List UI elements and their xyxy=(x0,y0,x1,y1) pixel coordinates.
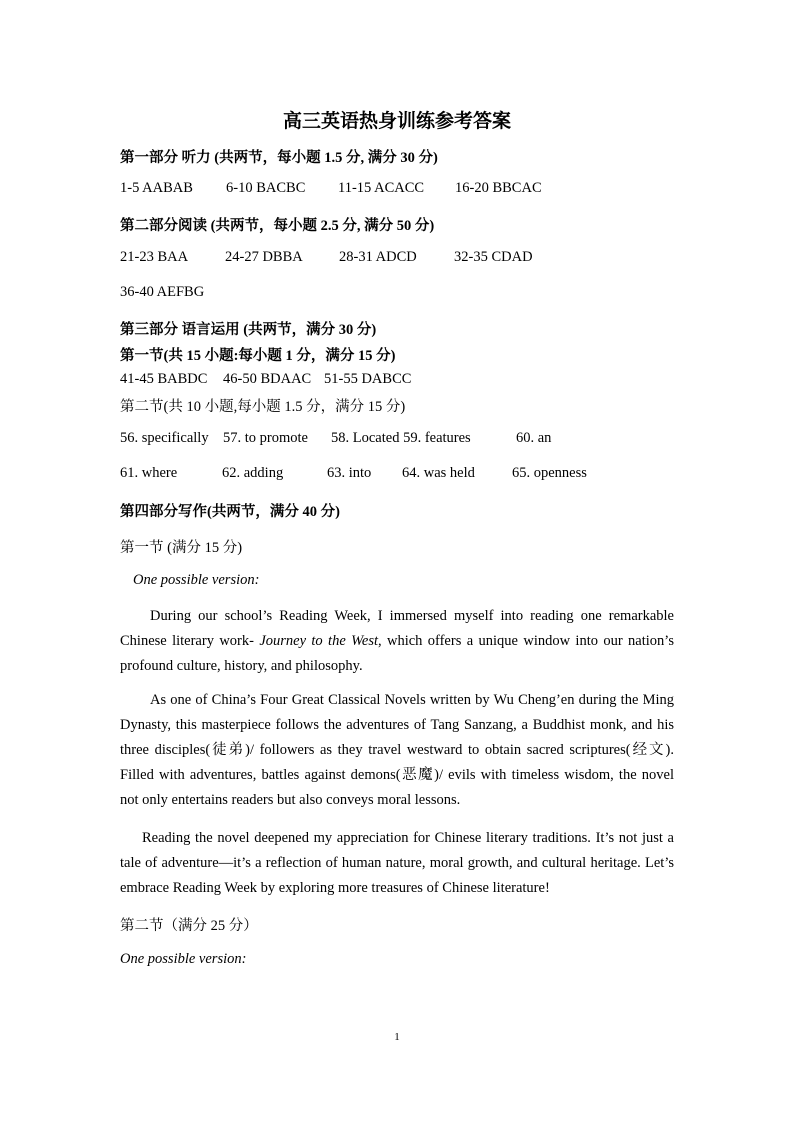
answer-group: 28-31 ADCD xyxy=(339,249,417,265)
part1-heading: 第一部分 听力 (共两节，每小题 1.5 分, 满分 30 分) xyxy=(120,150,438,166)
answer-group: 51-55 DABCC xyxy=(324,371,412,387)
part4-section1-heading: 第一节 (满分 15 分) xyxy=(120,540,243,556)
answer-group: 24-27 DBBA xyxy=(225,249,303,265)
fill-answer: 61. where xyxy=(120,465,178,481)
answer-group: 32-35 CDAD xyxy=(454,249,533,265)
part4-heading: 第四部分写作(共两节，满分 40 分) xyxy=(120,504,340,520)
answer-group: 36-40 AEFBG xyxy=(120,284,205,300)
fill-answer: 56. specifically xyxy=(120,430,209,446)
page-title: 高三英语热身训练参考答案 xyxy=(282,111,511,132)
essay-paragraph-3: Reading the novel deepened my appreciation for Chinese literary traditions. It’s not just a tale of adventure—it’s a reflection of human nature, moral growth, and cultural heritage. Let’s embrace Reading Week by exploring more treasures of Chinese literature! xyxy=(120,830,674,896)
essay-paragraph-2: As one of China’s Four Great Classical Novels written by Wu Cheng’en during the Ming Dynasty, this masterpiece follows the adventures of Tang Sanzang, a Buddhist monk, and his three disciples(徒弟)/ followers as they travel westward to obtain sacred scriptures(经文). Filled with adventures, battles against demons(恶魔)/ evils with timeless wisdom, the novel not only entertains readers but also conveys moral lessons. xyxy=(120,692,674,808)
part3-heading: 第三部分 语言运用 (共两节，满分 30 分) xyxy=(120,322,377,338)
answer-group: 1-5 AABAB xyxy=(120,180,193,196)
version-label: One possible version: xyxy=(133,572,260,588)
fill-answer: 65. openness xyxy=(512,465,587,481)
essay-text: , which offers a unique window into our nation’s profound culture, history, and philosophy. xyxy=(120,633,674,674)
book-title: Journey to the West xyxy=(259,633,378,649)
fill-answer: 60. an xyxy=(516,430,552,446)
essay-paragraph-1 xyxy=(120,604,674,679)
answer-group: 6-10 BACBC xyxy=(226,180,306,196)
essay-text: During our school’s Reading Week, I immersed myself into reading one remarkable Chinese literary work- xyxy=(120,608,674,649)
fill-answer: 64. was held xyxy=(402,465,475,481)
answer-group: 46-50 BDAAC xyxy=(223,371,312,387)
part3-section1-heading: 第一节(共 15 小题:每小题 1 分，满分 15 分) xyxy=(120,348,396,364)
part4-section2-heading: 第二节（满分 25 分） xyxy=(120,918,258,934)
fill-answer: 57. to promote xyxy=(223,430,308,446)
part2-heading: 第二部分阅读 (共两节，每小题 2.5 分, 满分 50 分) xyxy=(120,218,435,234)
fill-answer: 58. Located 59. features xyxy=(331,430,471,446)
part3-section2-heading: 第二节(共 10 小题,每小题 1.5 分，满分 15 分) xyxy=(120,399,406,415)
answer-group: 11-15 ACACC xyxy=(338,180,425,196)
answer-group: 21-23 BAA xyxy=(120,249,189,265)
version-label-2: One possible version: xyxy=(120,951,247,967)
page-number: 1 xyxy=(394,1031,400,1043)
fill-answer: 62. adding xyxy=(222,465,284,481)
fill-answer: 63. into xyxy=(327,465,372,481)
answer-group: 41-45 BABDC xyxy=(120,371,208,387)
answer-group: 16-20 BBCAC xyxy=(455,180,542,196)
